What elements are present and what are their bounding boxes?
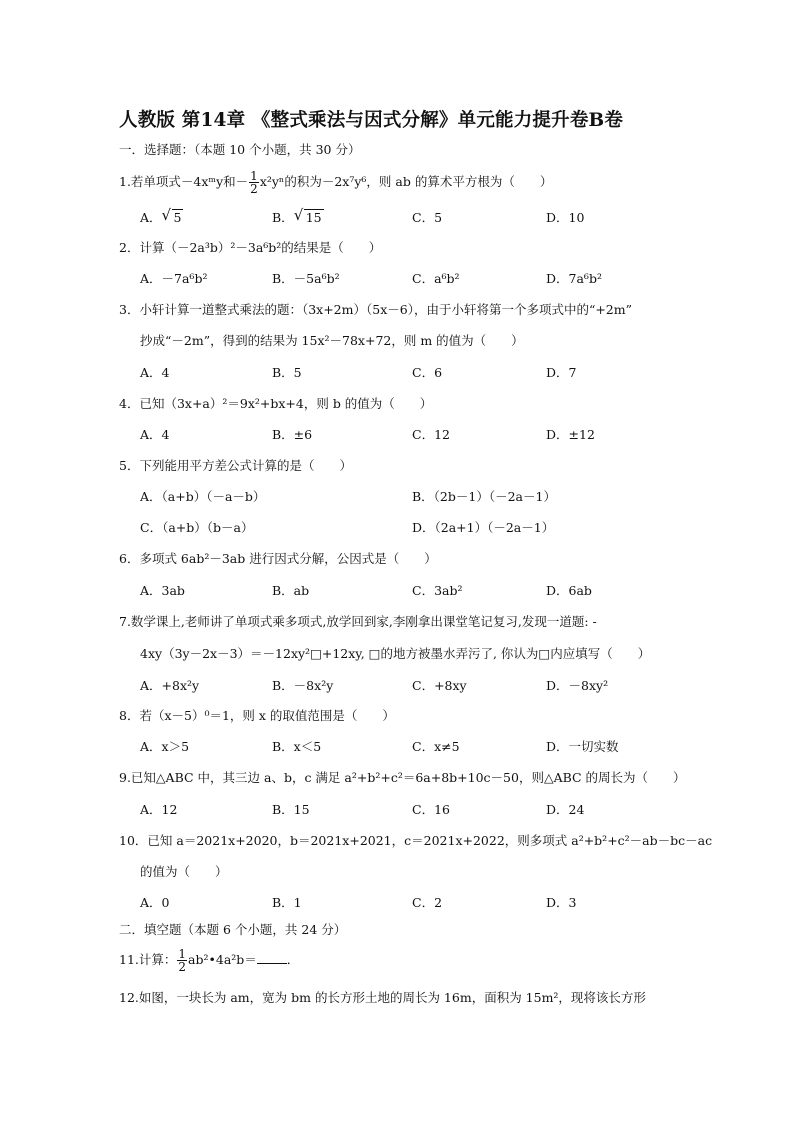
q2-option-b[interactable]: B．－5a⁶b²	[272, 271, 340, 286]
fraction-denominator: 2	[178, 960, 187, 974]
q7-option-c[interactable]: C．+8xy	[412, 678, 467, 693]
fraction-one-half	[177, 948, 187, 973]
question-4: 4．已知（3x+a）²＝9x²+bx+4，则 b 的值为（ ）	[119, 396, 433, 411]
question-6: 6．多项式 6ab²－3ab 进行因式分解，公因式是（ ）	[119, 551, 437, 566]
question-5: 5．下列能用平方差公式计算的是（ ）	[119, 458, 352, 473]
q1-option-b[interactable]	[272, 206, 324, 226]
q7-option-d[interactable]: D．－8xy²	[546, 678, 609, 693]
question-7-line-1: 7.数学课上,老师讲了单项式乘多项式,放学回到家,李刚拿出课堂笔记复习,发现一道题: -	[119, 614, 597, 629]
q5-option-c[interactable]: C．（a+b）（b－a）	[140, 520, 254, 535]
q6-option-b[interactable]: B．ab	[272, 583, 310, 598]
question-12-line-1: 12.如图，一块长为 am，宽为 bm 的长方形土地的周长为 16m，面积为 15m²，现将该长方形	[119, 990, 646, 1005]
q5-option-b[interactable]: B．（2b－1）（－2a－1）	[412, 489, 556, 504]
q2-option-c[interactable]: C．a⁶b²	[412, 271, 460, 286]
q7-option-a[interactable]: A．+8x²y	[140, 678, 200, 693]
question-1-text-a: 1.若单项式－4xᵐy和－	[119, 174, 249, 189]
fraction-denominator: 2	[250, 182, 258, 196]
q2-option-a[interactable]: A．－7a⁶b²	[140, 271, 208, 286]
q10-option-a[interactable]: A．0	[140, 895, 170, 910]
q10-option-c[interactable]: C．2	[412, 895, 443, 910]
q10-option-b[interactable]: B．1	[272, 895, 302, 910]
q1-option-d[interactable]: D．10	[546, 210, 585, 225]
q7-option-b[interactable]: B．－8x²y	[272, 678, 334, 693]
fraction-one-half	[249, 170, 259, 195]
question-1	[119, 170, 552, 195]
sqrt-icon: √	[161, 206, 172, 224]
question-1-text-b: x²yⁿ的积为－2x⁷y⁶，则 ab 的算术平方根为（ ）	[259, 174, 553, 189]
q10-option-d[interactable]: D．3	[546, 895, 577, 910]
sqrt-expression	[293, 206, 324, 226]
sqrt-expression	[161, 206, 184, 226]
option-label: A．	[140, 210, 162, 225]
q9-option-d[interactable]: D．24	[546, 802, 585, 817]
q9-option-c[interactable]: C．16	[412, 802, 450, 817]
q6-option-d[interactable]: D．6ab	[546, 583, 592, 598]
q8-option-a[interactable]: A．x＞5	[140, 739, 190, 754]
q3-option-c[interactable]: C．6	[412, 365, 443, 380]
q4-option-d[interactable]: D．±12	[546, 427, 595, 442]
question-11	[119, 948, 299, 973]
q8-option-b[interactable]: B．x＜5	[272, 739, 322, 754]
question-8: 8．若（x－5）⁰＝1，则 x 的取值范围是（ ）	[119, 708, 395, 723]
page-title: 人教版 第14章 《整式乘法与因式分解》单元能力提升卷B卷	[119, 110, 624, 131]
option-label: B．	[272, 210, 294, 225]
question-3-line-2: 抄成“－2m”，得到的结果为 15x²－78x+72，则 m 的值为（ ）	[140, 333, 524, 348]
q3-option-a[interactable]: A．4	[140, 365, 170, 380]
q2-option-d[interactable]: D．7a⁶b²	[546, 271, 602, 286]
question-11-text-b: ab²•4a²b＝	[188, 952, 257, 967]
question-11-text-a: 11.计算：	[119, 952, 177, 967]
q3-option-b[interactable]: B．5	[272, 365, 302, 380]
q5-option-d[interactable]: D．（2a+1）（－2a－1）	[412, 520, 555, 535]
question-7-line-2: 4xy（3y－2x－3）＝－12xy²□+12xy, □的地方被墨水弄污了, 你认为□内应填写（ ）	[140, 646, 651, 661]
q5-option-a[interactable]: A．（a+b）（－a－b）	[140, 489, 266, 504]
question-11-text-c: ．	[286, 952, 300, 967]
question-9: 9.已知△ABC 中，其三边 a、b，c 满足 a²+b²+c²＝6a+8b+10c－50，则△ABC 的周长为（ ）	[119, 770, 686, 785]
sqrt-icon: √	[293, 206, 304, 224]
q6-option-a[interactable]: A．3ab	[140, 583, 185, 598]
answer-blank[interactable]	[257, 951, 287, 964]
q9-option-b[interactable]: B．15	[272, 802, 310, 817]
question-3-line-1: 3．小轩计算一道整式乘法的题：（3x+2m）（5x－6），由于小轩将第一个多项式中的“+2m”	[119, 302, 633, 317]
q4-option-a[interactable]: A．4	[140, 427, 170, 442]
question-10-line-2: 的值为（ ）	[140, 864, 228, 879]
section-heading-choice: 一．选择题：（本题 10 个小题，共 30 分）	[119, 142, 361, 157]
q1-option-c[interactable]: C．5	[412, 210, 443, 225]
q8-option-d[interactable]: D．一切实数	[546, 739, 619, 754]
q4-option-b[interactable]: B．±6	[272, 427, 313, 442]
fraction-numerator: 1	[250, 169, 258, 183]
q9-option-a[interactable]: A．12	[140, 802, 178, 817]
section-heading-fill-in: 二．填空题（本题 6 个小题，共 24 分）	[119, 922, 347, 937]
radicand: 15	[305, 210, 322, 225]
q6-option-c[interactable]: C．3ab²	[412, 583, 463, 598]
q8-option-c[interactable]: C．x≠5	[412, 739, 460, 754]
fraction-numerator: 1	[178, 947, 187, 961]
radicand: 5	[173, 210, 182, 225]
question-10-line-1: 10．已知 a＝2021x+2020，b＝2021x+2021，c＝2021x+2022，则多项式 a²+b²+c²－ab－bc－ac	[119, 833, 713, 848]
q3-option-d[interactable]: D．7	[546, 365, 577, 380]
question-2: 2．计算（－2a³b）²－3a⁶b²的结果是（ ）	[119, 240, 382, 255]
q1-option-a[interactable]	[140, 206, 183, 226]
q4-option-c[interactable]: C．12	[412, 427, 450, 442]
